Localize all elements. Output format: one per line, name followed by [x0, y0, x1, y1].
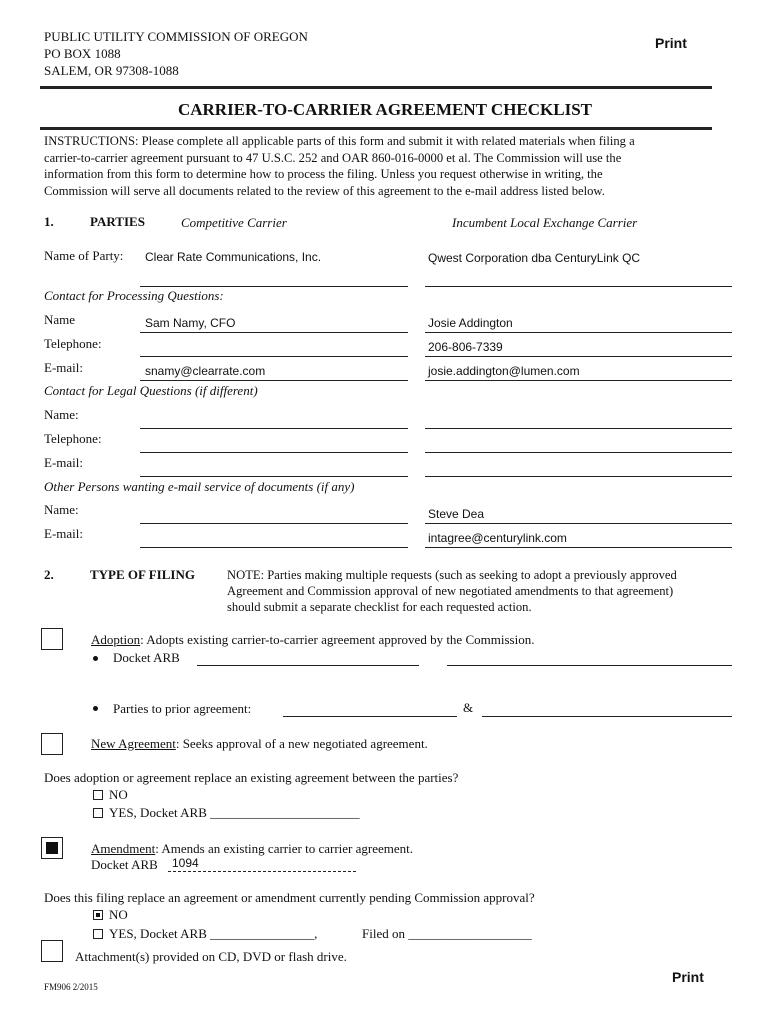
section-1-heading: PARTIES [90, 214, 145, 229]
replace-yes-option[interactable] [93, 805, 360, 821]
competitive-legal-email-line[interactable] [140, 476, 408, 477]
org-name: PUBLIC UTILITY COMMISSION OF OREGON [44, 29, 308, 44]
incumbent-legal-name-line[interactable] [425, 428, 732, 429]
filing-note-line: NOTE: Parties making multiple requests (such as seeking to adopt a previously approved [227, 568, 677, 582]
amendment-title: Amendment [91, 841, 156, 856]
pending-yes-checkbox[interactable] [93, 929, 103, 939]
legal-contact-heading: Contact for Legal Questions (if different) [44, 383, 258, 398]
competitive-legal-name-line[interactable] [140, 428, 408, 429]
instructions-line: information from this form to determine how to process the filing. Unless you request otherwise in writing, the [44, 167, 603, 181]
ampersand: & [463, 700, 474, 715]
pending-no-option[interactable] [93, 907, 128, 923]
new-agreement-checkbox[interactable] [41, 733, 63, 755]
replace-yes-label: YES, Docket ARB _______________________ [109, 805, 360, 820]
instructions [44, 133, 635, 199]
pending-yes-label: YES, Docket ARB ________________, [109, 926, 318, 941]
incumbent-contact-email-field[interactable]: josie.addington@lumen.com [428, 364, 580, 378]
incumbent-other-name-line [425, 523, 732, 524]
attachment-label: Attachment(s) provided on CD, DVD or flash drive. [75, 949, 347, 964]
bullet-icon [93, 706, 98, 711]
pending-no-checkbox[interactable] [93, 910, 103, 920]
pending-no-label: NO [109, 907, 128, 922]
org-po-box: PO BOX 1088 [44, 46, 121, 61]
print-button-bottom[interactable]: Print [672, 969, 704, 985]
title-rule-bottom [40, 127, 712, 130]
pending-question: Does this filing replace an agreement or amendment currently pending Commission approval? [44, 890, 535, 905]
incumbent-party-name-field[interactable]: Qwest Corporation dba CenturyLink QC [428, 251, 641, 265]
instructions-line: carrier-to-carrier agreement pursuant to 47 U.S.C. 252 and OAR 860-016-0000 et al. The Commission will use the [44, 150, 622, 165]
section-2-heading: TYPE OF FILING [90, 567, 195, 582]
prior-party-1-line[interactable] [283, 716, 457, 717]
section-2-number: 2. [44, 567, 54, 582]
incumbent-other-email-line [425, 547, 732, 548]
other-persons-heading: Other Persons wanting e-mail service of documents (if any) [44, 479, 355, 494]
amendment-description: : Amends an existing carrier to carrier agreement. [155, 841, 413, 856]
competitive-other-email-line[interactable] [140, 547, 408, 548]
competitive-contact-email-field[interactable]: snamy@clearrate.com [145, 364, 266, 378]
adoption-title: Adoption [91, 632, 141, 647]
incumbent-contact-email-line [425, 380, 732, 381]
prior-party-2-line[interactable] [482, 716, 732, 717]
contact-name-label: Name [44, 312, 76, 327]
incumbent-contact-phone-line [425, 356, 732, 357]
new-agreement-option [91, 736, 428, 752]
amendment-docket-line [168, 871, 356, 872]
replace-no-option[interactable] [93, 787, 128, 803]
competitive-legal-phone-line[interactable] [140, 452, 408, 453]
form-number: FM906 2/2015 [44, 982, 98, 992]
instructions-line: INSTRUCTIONS: Please complete all applicable parts of this form and submit it with related materials when filing a [44, 134, 635, 148]
filed-on-label: Filed on ___________________ [362, 926, 532, 941]
legal-name-label: Name: [44, 407, 79, 422]
amendment-checkbox[interactable] [41, 837, 63, 859]
adoption-checkbox[interactable] [41, 628, 63, 650]
new-agreement-description: : Seeks approval of a new negotiated agreement. [175, 736, 428, 751]
print-button-top[interactable]: Print [655, 35, 687, 51]
legal-telephone-label: Telephone: [44, 431, 102, 446]
incumbent-other-name-field[interactable]: Steve Dea [428, 507, 485, 521]
competitive-carrier-heading: Competitive Carrier [181, 215, 287, 230]
legal-email-label: E-mail: [44, 455, 83, 470]
amendment-option [91, 841, 413, 857]
adoption-docket-line-2[interactable] [447, 665, 732, 666]
replace-no-label: NO [109, 787, 128, 802]
bullet-icon [93, 656, 98, 661]
pending-yes-option[interactable] [93, 926, 317, 942]
replace-question: Does adoption or agreement replace an existing agreement between the parties? [44, 770, 459, 785]
adoption-option [91, 632, 534, 648]
new-agreement-title: New Agreement [91, 736, 176, 751]
filing-note-line: Agreement and Commission approval of new negotiated amendments to that agreement) [227, 584, 674, 598]
processing-contact-heading: Contact for Processing Questions: [44, 288, 224, 303]
section-1-number: 1. [44, 214, 54, 229]
competitive-contact-phone-line [140, 356, 408, 357]
title-rule-top [40, 86, 712, 89]
incumbent-contact-phone-field[interactable]: 206-806-7339 [428, 340, 503, 354]
competitive-party-name-line [140, 286, 408, 287]
name-of-party-label: Name of Party: [44, 248, 124, 263]
amendment-docket-field[interactable]: 1094 [172, 856, 199, 870]
adoption-description: : Adopts existing carrier-to-carrier agreement approved by the Commission. [140, 632, 535, 647]
instructions-line: Commission will serve all documents related to the review of this agreement to the e-mail address listed below. [44, 183, 605, 198]
competitive-other-name-line[interactable] [140, 523, 408, 524]
contact-email-label: E-mail: [44, 360, 83, 375]
filing-note-line: should submit a separate checklist for each requested action. [227, 600, 532, 614]
incumbent-legal-email-line[interactable] [425, 476, 732, 477]
prior-agreement-label: Parties to prior agreement: [113, 701, 252, 716]
competitive-party-name-field[interactable]: Clear Rate Communications, Inc. [145, 250, 322, 264]
org-city: SALEM, OR 97308-1088 [44, 63, 179, 78]
filing-note [227, 567, 677, 615]
incumbent-contact-name-field[interactable]: Josie Addington [428, 316, 513, 330]
competitive-contact-name-line [140, 332, 408, 333]
incumbent-legal-phone-line[interactable] [425, 452, 732, 453]
replace-yes-checkbox[interactable] [93, 808, 103, 818]
incumbent-other-email-field[interactable]: intagree@centurylink.com [428, 531, 567, 545]
contact-telephone-label: Telephone: [44, 336, 102, 351]
attachment-checkbox[interactable] [41, 940, 63, 962]
docket-arb-label: Docket ARB [113, 650, 180, 665]
page-title: CARRIER-TO-CARRIER AGREEMENT CHECKLIST [177, 100, 593, 119]
org-address [44, 28, 308, 79]
replace-no-checkbox[interactable] [93, 790, 103, 800]
competitive-contact-name-field[interactable]: Sam Namy, CFO [145, 316, 236, 330]
incumbent-contact-name-line [425, 332, 732, 333]
adoption-docket-line[interactable] [197, 665, 419, 666]
incumbent-party-name-line [425, 286, 732, 287]
other-email-label: E-mail: [44, 526, 83, 541]
competitive-contact-email-line [140, 380, 408, 381]
amendment-docket-label: Docket ARB [91, 857, 158, 872]
other-name-label: Name: [44, 502, 79, 517]
incumbent-carrier-heading: Incumbent Local Exchange Carrier [452, 215, 638, 230]
